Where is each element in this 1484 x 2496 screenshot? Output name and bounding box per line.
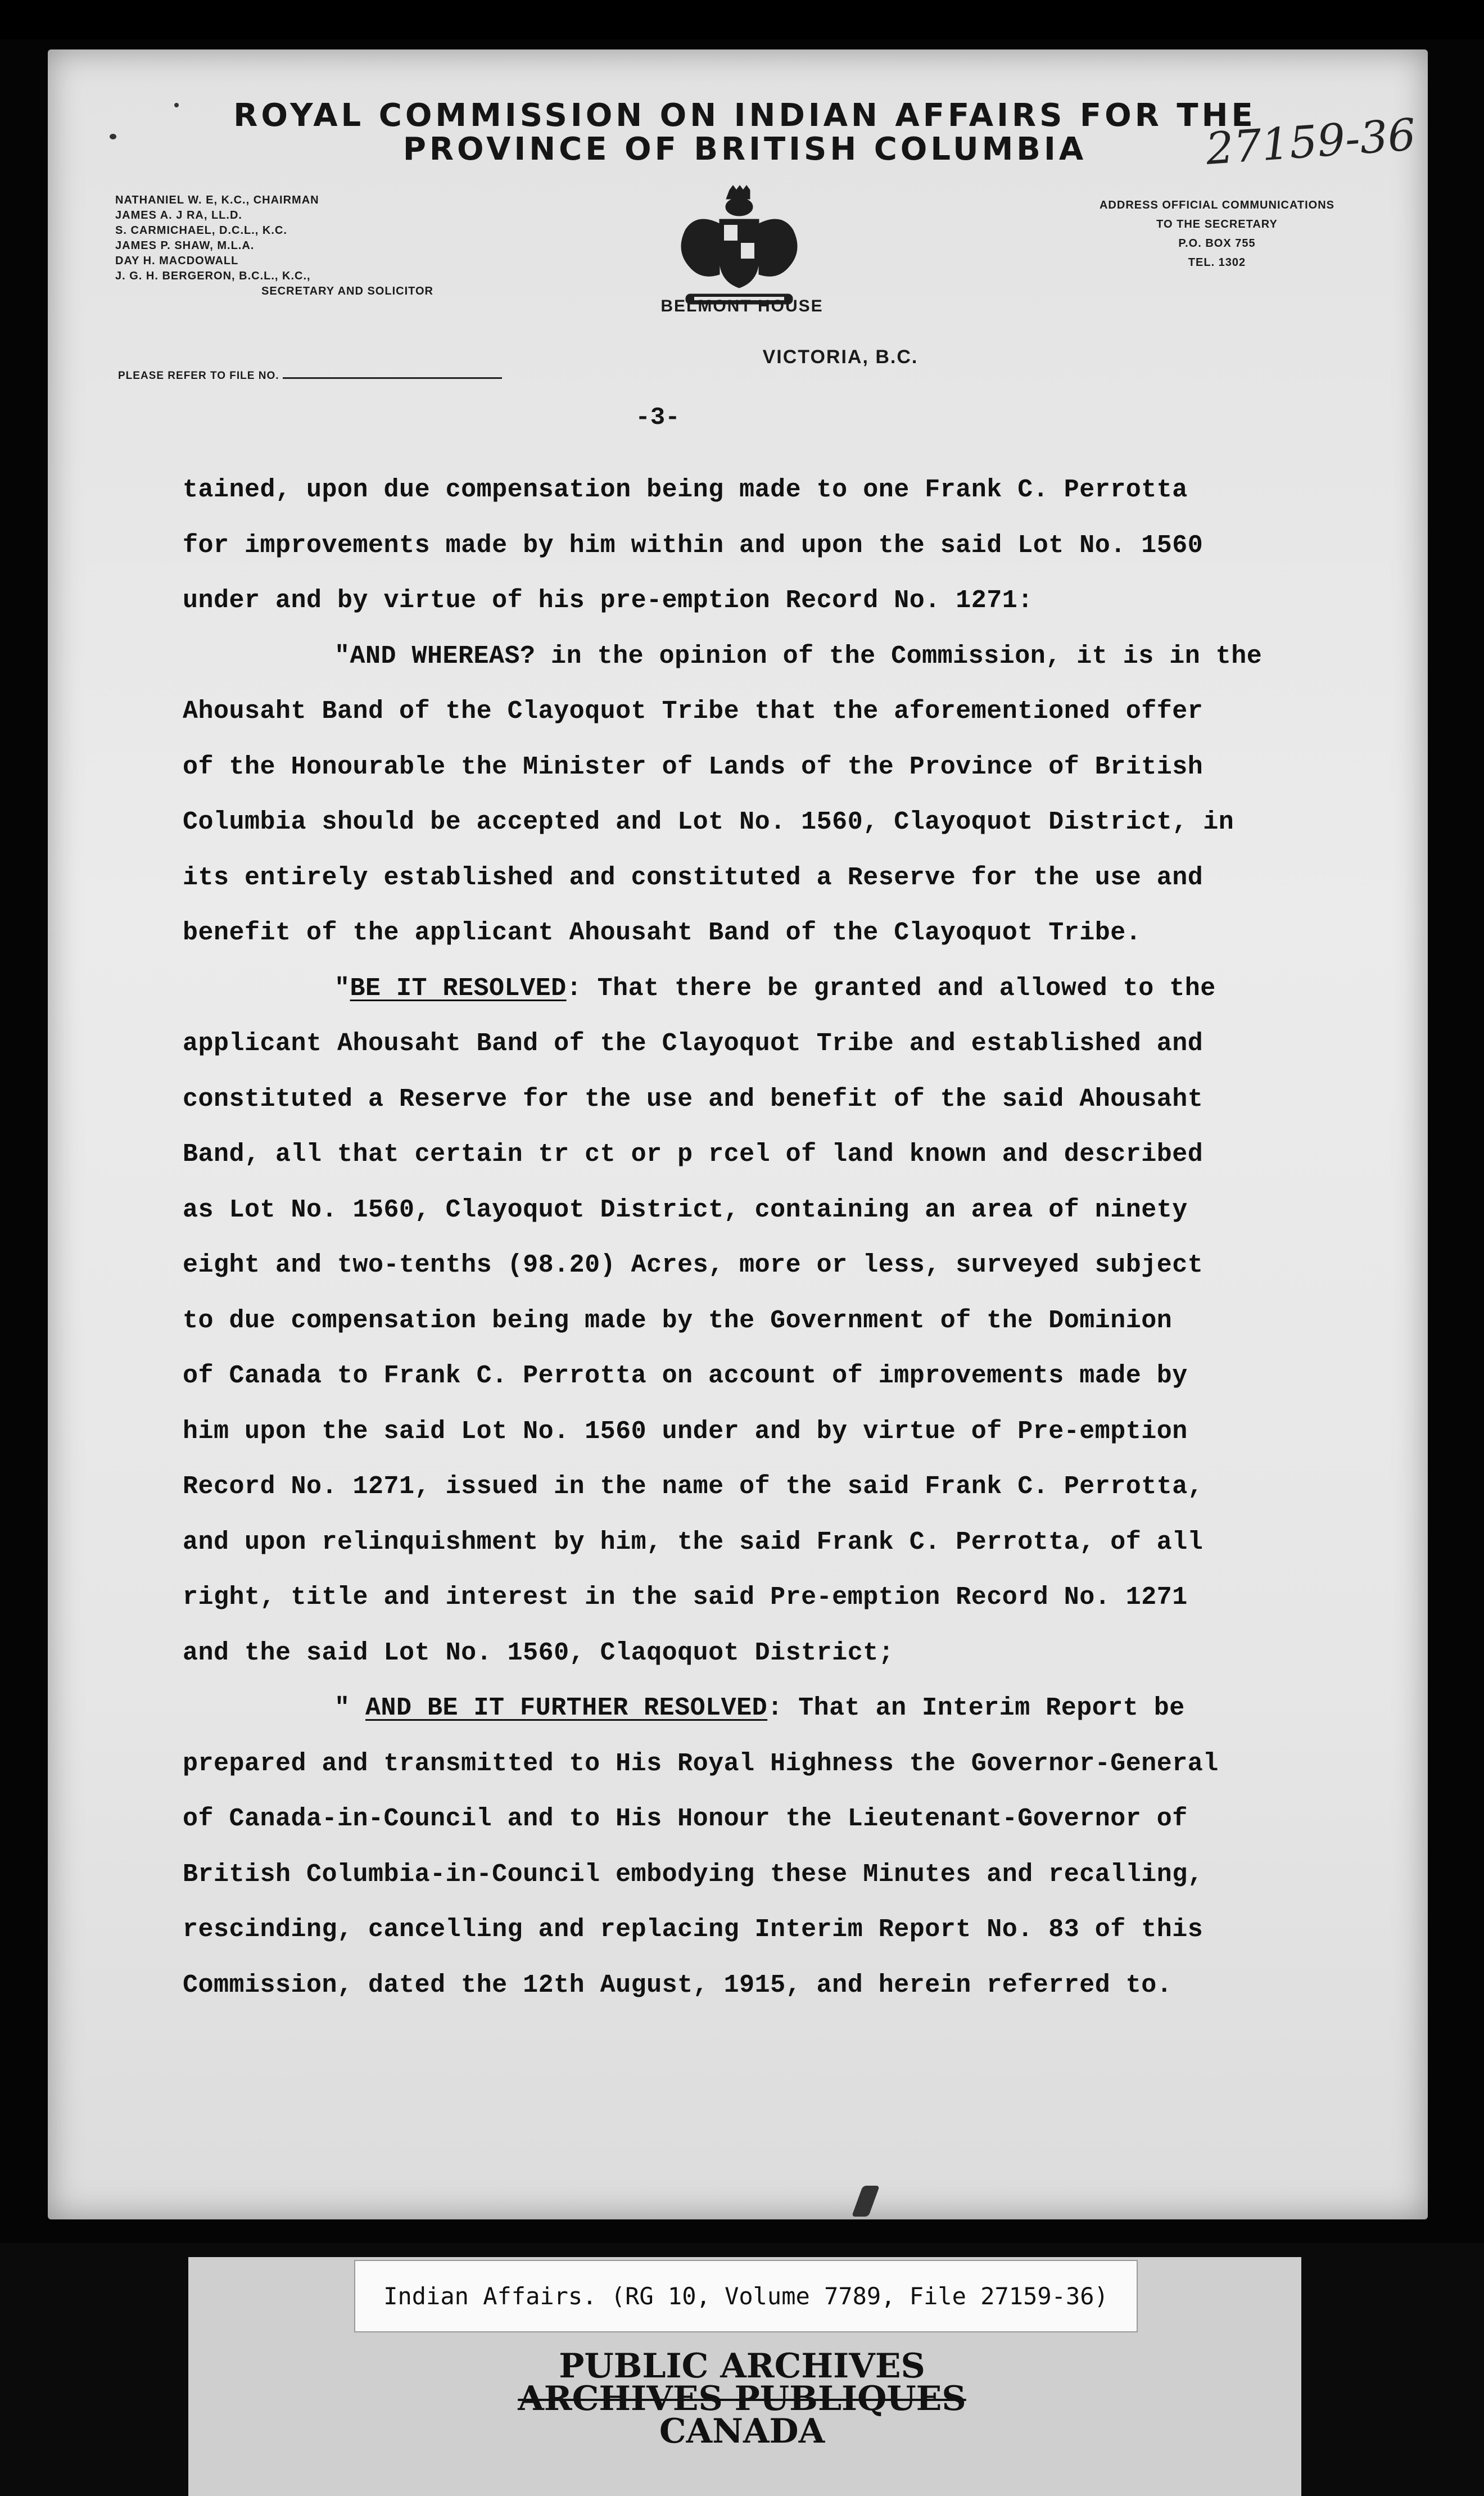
text-line: applicant Ahousaht Band of the Clayoquot Tribe and established and [183,1029,1204,1058]
file-reference-label: PLEASE REFER TO FILE NO. [118,370,279,382]
archive-country: CANADA [659,2412,825,2451]
secretary-title: SECRETARY AND SOLICITOR [261,285,433,297]
text-line: Columbia should be accepted and Lot No. 1560, Clayoquot District, in [183,808,1234,836]
commissioners-list [115,193,520,299]
text-line: British Columbia-in-Council embodying these Minutes and recalling, [183,1860,1204,1889]
text-fragment: : That there be granted and allowed to the [566,974,1216,1003]
letterhead-title-line1: ROYAL COMMISSION ON INDIAN AFFAIRS FOR THE [233,97,1256,134]
text-line: Commission, dated the 12th August, 1915, and herein referred to. [183,1970,1173,2000]
commissioner-row: JAMES P. SHAW, M.L.A. [115,239,255,252]
film-border [0,0,1484,39]
text-line: of Canada to Frank C. Perrotta on account of improvements made by [183,1362,1188,1390]
text-line: under and by virtue of his pre-emption Record No. 1271: [183,586,1033,615]
text-line: prepared and transmitted to His Royal Highness the Governor-General [183,1749,1219,1778]
body-text [183,463,1408,2013]
address-line: ADDRESS OFFICIAL COMMUNICATIONS [1099,199,1335,211]
speck-mark [174,103,179,107]
commissioner-row: S. CARMICHAEL, D.C.L., K.C. [115,224,287,237]
address-line: TO THE SECRETARY [1156,218,1278,230]
text-line: and the said Lot No. 1560, Claqoquot District; [183,1638,894,1667]
resolution-heading: AND BE IT FURTHER RESOLVED [365,1694,768,1722]
text-line: and upon relinquishment by him, the said Frank C. Perrotta, of all [183,1527,1204,1557]
text-line: Band, all that certain tr ct or p rcel of land known and described [183,1140,1204,1169]
text-line: to due compensation being made by the Government of the Dominion [183,1306,1173,1335]
address-block [1060,196,1374,272]
archive-name-fr: ARCHIVES PUBLIQUES [518,2379,966,2418]
text-line: tained, upon due compensation being made to one Frank C. Perrotta [183,476,1188,504]
text-line: benefit of the applicant Ahousaht Band of the Clayoquot Tribe. [183,919,1142,947]
archive-caption: Indian Affairs. (RG 10, Volume 7789, File 27159-36) [354,2260,1138,2332]
document-page [48,49,1428,2219]
po-box: P.O. BOX 755 [1178,237,1256,250]
text-line: Ahousaht Band of the Clayoquot Tribe that the aforementioned offer [183,697,1204,726]
commissioner-row: NATHANIEL W. E, K.C., CHAIRMAN [115,194,319,206]
speck-mark [110,134,116,139]
page-number: -3- [635,404,680,432]
resolution-heading: BE IT RESOLVED [350,974,567,1003]
letterhead-title-line2: PROVINCE OF BRITISH COLUMBIA [402,131,1087,168]
text-line: of the Honourable the Minister of Lands of the Province of British [183,752,1204,781]
city-address: VICTORIA, B.C. [762,346,919,368]
text-line: Record No. 1271, issued in the name of the said Frank C. Perrotta, [183,1472,1204,1501]
text-line: for improvements made by him within and upon the said Lot No. 1560 [183,531,1204,560]
text-fragment: : That an Interim Report be [767,1694,1185,1722]
quote-mark: " [334,1694,366,1722]
text-line: its entirely established and constituted a Reserve for the use and [183,863,1204,892]
file-reference-blank [283,377,502,379]
quote-mark: " [334,974,350,1003]
text-line: "AND WHEREAS? in the opinion of the Commission, it is in the [334,641,1263,671]
text-line: constituted a Reserve for the use and benefit of the said Ahousaht [183,1084,1204,1114]
text-line: as Lot No. 1560, Clayoquot District, containing an area of ninety [183,1195,1188,1224]
text-line [183,1681,1408,1737]
belmont-house: BELMONT HOUSE [660,297,824,315]
handwritten-file-number: 27159-36 [1204,110,1418,175]
text-line: right, title and interest in the said Pre-emption Record No. 1271 [183,1583,1188,1612]
commissioner-row: J. G. H. BERGERON, B.C.L., K.C., [115,270,311,282]
text-line: him upon the said Lot No. 1560 under and by virtue of Pre-emption [183,1417,1188,1446]
text-line [183,961,1408,1017]
commissioner-row: JAMES A. J RA, LL.D. [115,209,242,221]
ink-mark [852,2186,880,2217]
telephone: TEL. 1302 [1188,256,1246,269]
commissioner-row: DAY H. MACDOWALL [115,255,239,267]
archive-name-en: PUBLIC ARCHIVES [559,2346,925,2386]
file-reference [118,370,502,382]
archive-stamp [495,2346,989,2451]
text-line: of Canada-in-Council and to His Honour the Lieutenant-Governor of [183,1805,1188,1833]
text-line: rescinding, cancelling and replacing Interim Report No. 83 of this [183,1915,1204,1944]
text-line: eight and two-tenths (98.20) Acres, more or less, surveyed subject [183,1251,1204,1279]
